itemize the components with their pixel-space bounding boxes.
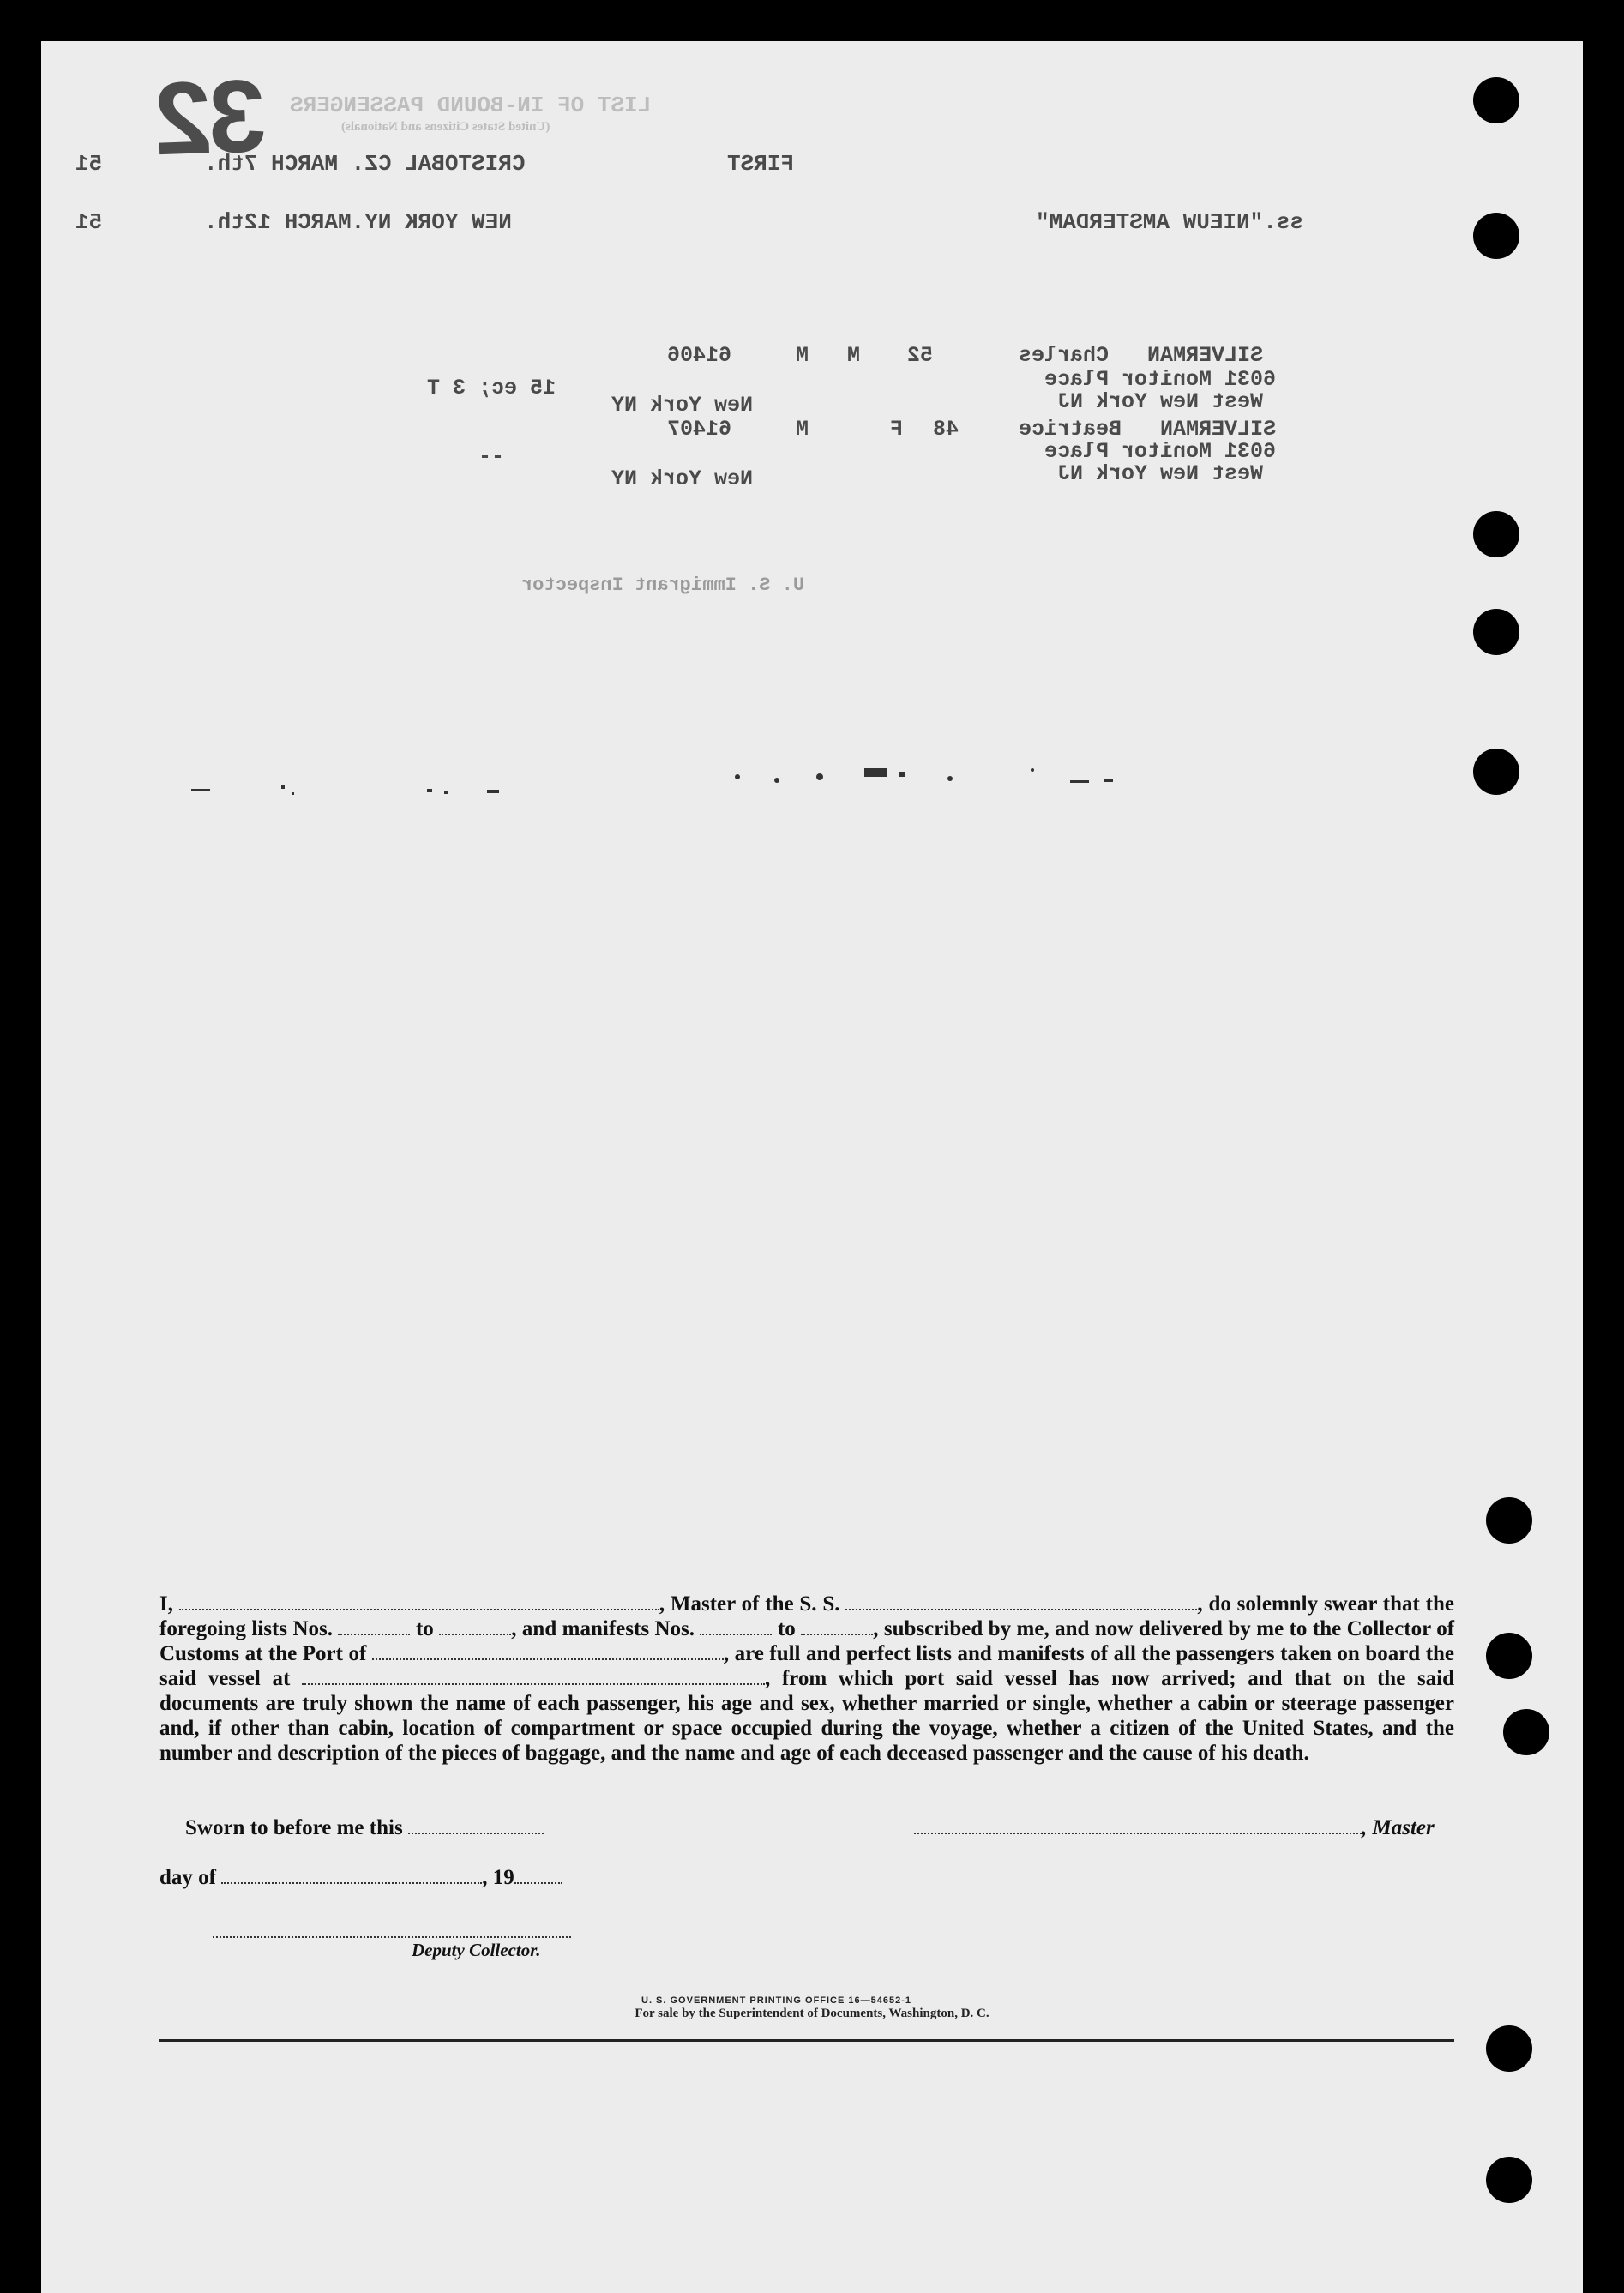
passenger-2-address1: 6031 Monitor Place bbox=[1044, 439, 1277, 464]
manifest-to-field[interactable] bbox=[801, 1618, 873, 1635]
printing-office-line: U. S. GOVERNMENT PRINTING OFFICE 16—54652-1 bbox=[641, 1995, 912, 2006]
passenger-1-married: M bbox=[796, 343, 809, 368]
passenger-2-address2: West New York NJ bbox=[1057, 461, 1264, 486]
passenger-2-sex: F bbox=[890, 417, 904, 442]
deputy-signature-rule[interactable] bbox=[213, 1936, 571, 1938]
punch-hole bbox=[1473, 213, 1519, 259]
punch-hole bbox=[1486, 2157, 1532, 2203]
passenger-2-baggage: -- bbox=[478, 444, 505, 469]
arrival-year: 51 bbox=[75, 209, 103, 235]
sworn-day-field[interactable] bbox=[408, 1817, 544, 1834]
master-name-field[interactable] bbox=[179, 1593, 659, 1610]
inspector-stamp: U. S. Immigrant Inspector bbox=[521, 575, 805, 596]
list-from-field[interactable] bbox=[338, 1618, 410, 1635]
punch-hole bbox=[1486, 1633, 1532, 1679]
punch-hole bbox=[1473, 749, 1519, 795]
passenger-2-name: SILVERMAN Beatrice bbox=[1019, 417, 1277, 442]
passenger-1-number: 61406 bbox=[667, 343, 732, 368]
passenger-1-address1: 6031 Monitor Place bbox=[1044, 367, 1277, 392]
manifest-from-field[interactable] bbox=[700, 1618, 772, 1635]
ink-specks bbox=[41, 41, 1583, 899]
sworn-line: Sworn to before me this bbox=[185, 1816, 544, 1840]
list-to-field[interactable] bbox=[439, 1618, 511, 1635]
ship-name: ss."NIEUW AMSTERDAM" bbox=[1036, 209, 1304, 235]
passenger-1-sex: M bbox=[847, 343, 861, 368]
master-signature-line: , Master bbox=[914, 1816, 1435, 1840]
passenger-2-number: 61407 bbox=[667, 417, 732, 442]
boarding-port-field[interactable] bbox=[302, 1668, 765, 1685]
month-field[interactable] bbox=[221, 1867, 482, 1884]
punch-hole bbox=[1486, 1497, 1532, 1544]
departure-line: CRISTOBAL CZ. MARCH 7th. bbox=[204, 151, 526, 177]
passenger-1-address2: West New York NJ bbox=[1057, 389, 1264, 414]
for-sale-note: For sale by the Superintendent of Documents, Washington, D. C. bbox=[635, 2007, 989, 2020]
departure-year: 51 bbox=[75, 151, 103, 177]
day-of-line: day of , 19 bbox=[159, 1866, 562, 1890]
punch-hole bbox=[1473, 77, 1519, 123]
port-field[interactable] bbox=[372, 1643, 724, 1660]
deputy-collector-label: Deputy Collector. bbox=[412, 1940, 541, 1960]
passenger-2-age: 48 bbox=[933, 417, 959, 442]
form-title: LIST OF IN-BOUND PASSENGERS bbox=[290, 93, 652, 118]
punch-hole bbox=[1503, 1709, 1549, 1755]
page-number: 32 bbox=[155, 57, 268, 178]
passenger-1-name: SILVERMAN Charles bbox=[1019, 343, 1264, 368]
punch-hole bbox=[1473, 609, 1519, 655]
passenger-2-destination: New York NY bbox=[611, 466, 754, 491]
footer-rule bbox=[159, 2039, 1454, 2042]
class-label: FIRST bbox=[727, 151, 795, 177]
passenger-1-age: 52 bbox=[907, 343, 934, 368]
ship-field[interactable] bbox=[845, 1593, 1197, 1610]
master-signature-field[interactable] bbox=[914, 1817, 1362, 1834]
passenger-2-married: M bbox=[796, 417, 809, 442]
year-field[interactable] bbox=[514, 1867, 562, 1884]
punch-hole bbox=[1486, 2025, 1532, 2072]
passenger-1-baggage: 15 ec; 3 T bbox=[427, 376, 556, 400]
passenger-1-destination: New York NY bbox=[611, 393, 754, 418]
manifest-sheet bbox=[41, 41, 1583, 2293]
punch-hole bbox=[1473, 511, 1519, 557]
form-subtitle: (United States Citizens and Nationals) bbox=[341, 120, 550, 134]
oath-paragraph: I, , Master of the S. S. , do solemnly swear that the foregoing lists Nos. to , and manifests Nos. to , subscribed by me, and now delivered by me to the Collector of Customs at the Port of , are full and perfect lists and manifests of all the passengers taken on board the said vessel at , from which port said vessel has now arrived; and that on the said documents are truly shown the name of each passenger, his age and sex, whether married or single, whether a cabin or steerage passenger and, if other than cabin, location of compartment or space occupied during the voyage, whether a citizen of the United States, and the number and description of the pieces of baggage, and the name and age of each deceased passenger and the cause of his death. bbox=[159, 1592, 1455, 1765]
arrival-line: NEW YORK NY.MARCH 12th. bbox=[204, 209, 512, 235]
